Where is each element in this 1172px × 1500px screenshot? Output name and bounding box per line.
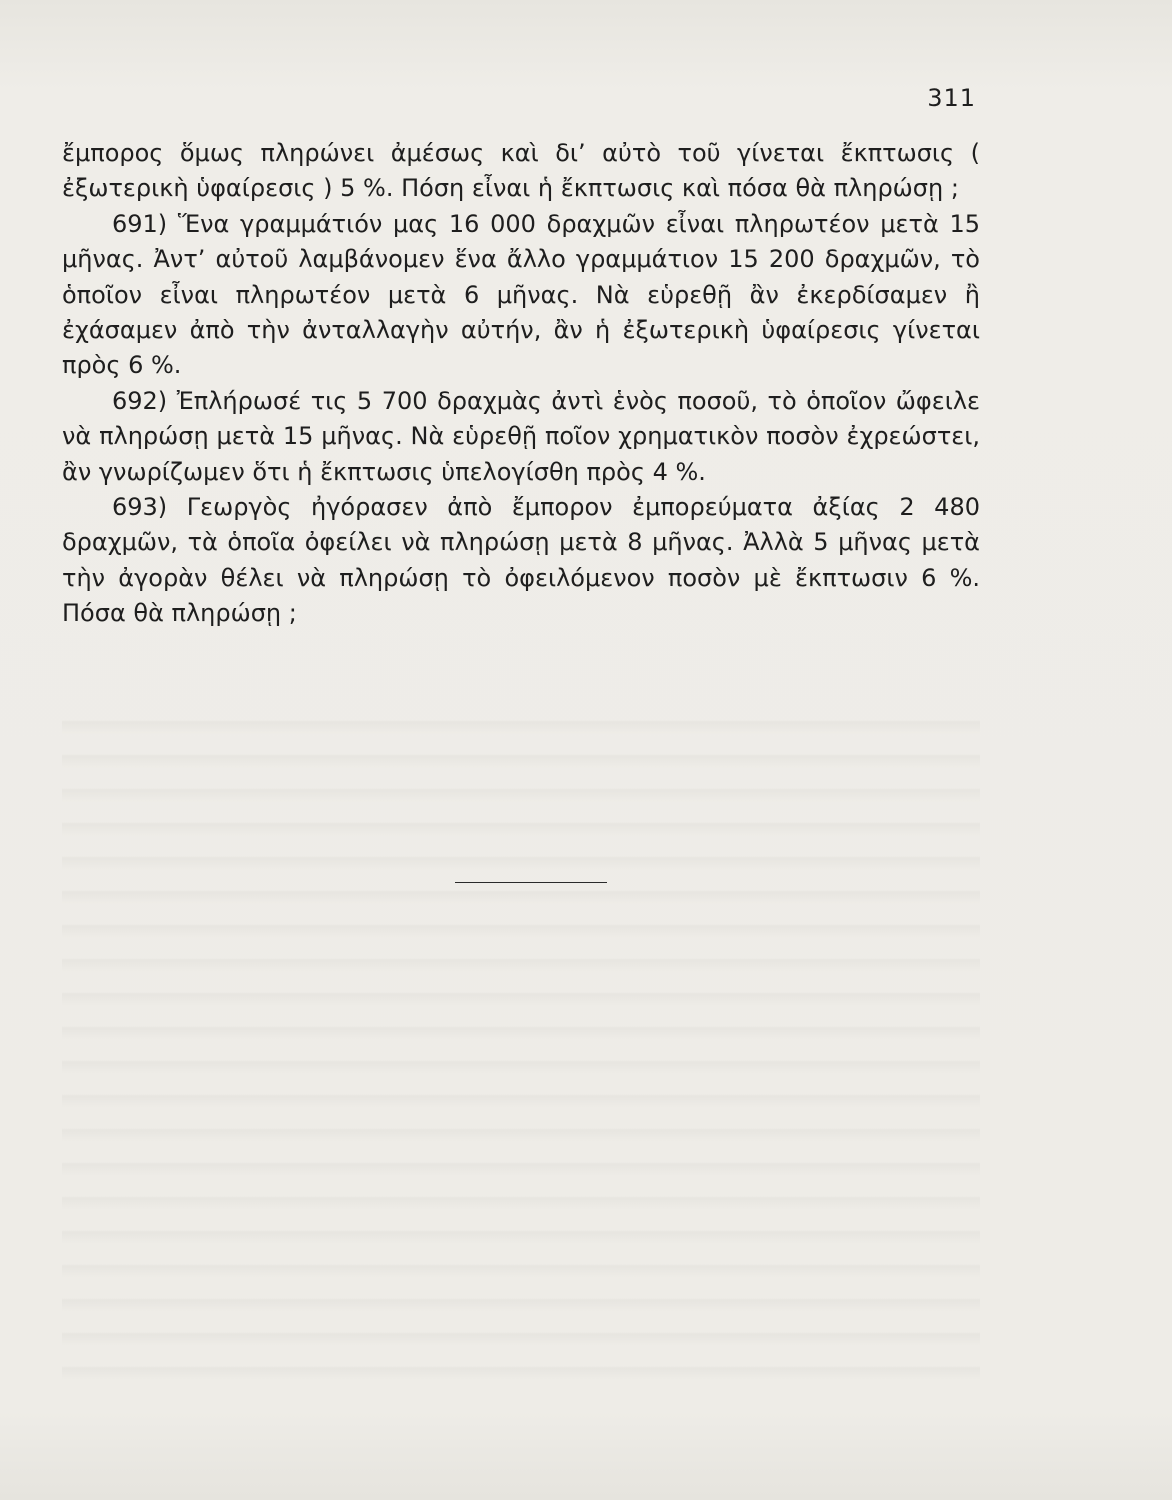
- section-divider: [455, 882, 607, 883]
- paragraph-continued: ἔμπορος ὅμως πληρώνει ἀμέσως καὶ δι’ αὐτὸ τοῦ γίνεται ἔκπτωσις ( ἐξωτερικὴ ὑφαίρεσις ) 5 %. Πόση εἶναι ἡ ἔκπτωσις καὶ πόσα θὰ πληρώσῃ ;: [62, 139, 980, 203]
- exercise-692: 692) Ἐπλήρωσέ τις 5 700 δραχμὰς ἀντὶ ἑνὸς ποσοῦ, τὸ ὁποῖον ὤφειλε νὰ πληρώσῃ μετὰ 15 μῆνας. Νὰ εὑρεθῇ ποῖον χρηματικὸν ποσὸν ἐχρεώστει, ἂν γνωρίζωμεν ὅτι ἡ ἔκπτωσις ὑπελογίσθη πρὸς 4 %.: [62, 386, 980, 486]
- page-number: 311: [927, 84, 976, 112]
- show-through-texture: [62, 700, 980, 1400]
- exercise-691: 691) Ἕνα γραμμάτιόν μας 16 000 δραχμῶν εἶναι πληρωτέον μετὰ 15 μῆνας. Ἀντ’ αὐτοῦ λαμβάνομεν ἕνα ἄλλο γραμμάτιον 15 200 δραχμῶν, τὸ ὁποῖον εἶναι πληρωτέον μετὰ 6 μῆνας. Νὰ εὑρεθῇ ἂν ἐκερδίσαμεν ἢ ἐχάσαμεν ἀπὸ τὴν ἀνταλλαγὴν αὐτήν, ἂν ἡ ἐξωτερικὴ ὑφαίρεσις γίνεται πρὸς 6 %.: [62, 209, 980, 380]
- page-text: [62, 136, 980, 632]
- exercise-693: 693) Γεωργὸς ἠγόρασεν ἀπὸ ἔμπορον ἐμπορεύματα ἀξίας 2 480 δραχμῶν, τὰ ὁποῖα ὀφείλει νὰ πληρώσῃ μετὰ 8 μῆνας. Ἀλλὰ 5 μῆνας μετὰ τὴν ἀγορὰν θέλει νὰ πληρώσῃ τὸ ὀφειλόμενον ποσὸν μὲ ἔκπτωσιν 6 %. Πόσα θὰ πληρώσῃ ;: [62, 493, 980, 628]
